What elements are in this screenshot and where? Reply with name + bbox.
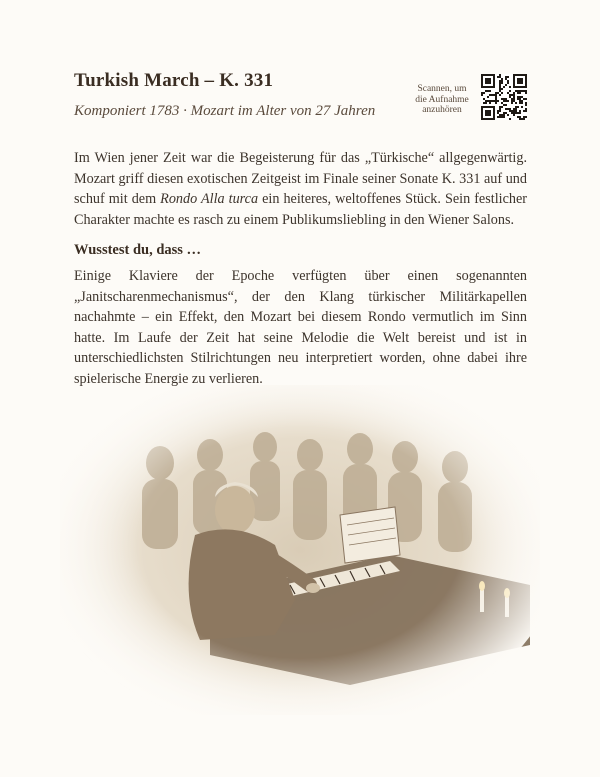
qr-caption-line: die Aufnahme	[415, 94, 469, 105]
intro-paragraph	[74, 148, 527, 230]
page-subtitle: Komponiert 1783 · Mozart im Alter von 27 Jahren	[74, 103, 376, 119]
fact-heading: Wusstest du, dass …	[74, 242, 202, 258]
qr-caption-line: anzuhören	[422, 105, 462, 115]
mozart-at-piano-illustration	[60, 385, 540, 715]
qr-code-icon[interactable]	[481, 74, 527, 120]
qr-caption-line: Scannen, um	[417, 84, 467, 94]
intro-text: Im Wien jener Zeit war die Begeisterung für das „Türkische“ allgegenwärtig. Mozart griff diesen exotischen Zeitgeist im Finale seiner Sonate K. 331 auf und schuf mit dem	[74, 150, 527, 208]
page-title: Turkish March – K. 331	[74, 70, 274, 91]
fact-paragraph: Einige Klaviere der Epoche verfügten über einen sogenannten „Janitscharenmechanismus“, der den Klang türkischer Militärkapellen nachahmte – ein Effekt, den Mozart bei diesem Rondo vermutlich im Sinn hatte. Im Laufe der Zeit hat seine Melodie die Welt bereist und ist in unterschiedlichsten Stilrichtungen neu interpretiert worden, ohne dabei ihre spielerische Energie zu verlieren.	[74, 268, 527, 387]
intro-text-end: ein heiteres, weltoffenes Stück. Sein festlicher Charakter machte es rasch zu einem Publikumsliebling in den Wiener Salons.	[74, 191, 527, 228]
intro-emphasis: Rondo Alla turca	[160, 191, 259, 208]
qr-caption	[404, 84, 480, 116]
